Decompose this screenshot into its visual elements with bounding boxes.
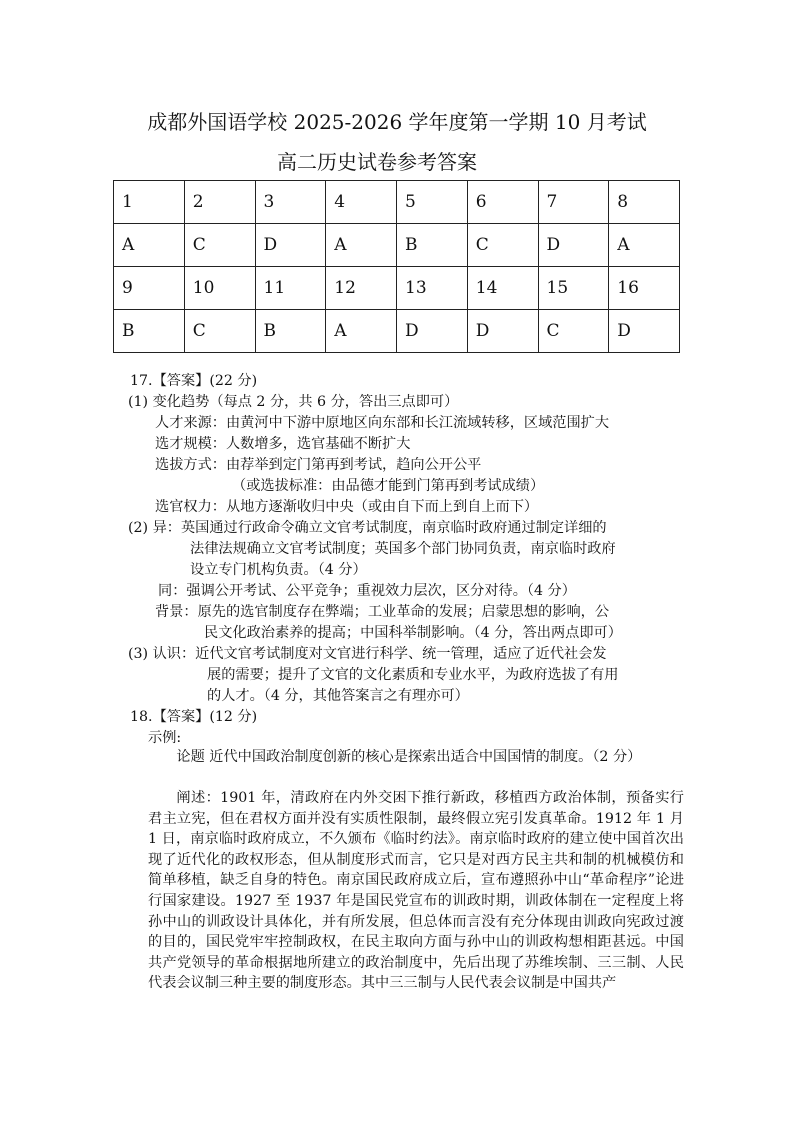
q17-part2-background-1: 背景：原先的选官制度存在弊端；工业革命的发展；启蒙思想的影响，公 <box>155 604 610 620</box>
answer-cell: B <box>255 310 326 353</box>
page-title: 成都外国语学校 2025-2026 学年度第一学期 10 月考试 <box>147 110 647 134</box>
answer-cell: D <box>538 224 609 267</box>
answer-cell: A <box>609 224 680 267</box>
q17-part2-diff-3: 设立专门机构负责。（4 分） <box>190 562 367 578</box>
answer-cell: B <box>397 224 468 267</box>
answer-cell: 11 <box>255 267 326 310</box>
answer-row <box>114 181 680 224</box>
answer-cell: D <box>609 310 680 353</box>
answer-cell: C <box>184 224 255 267</box>
q17-part2-background-2: 民文化政治素养的提高；中国科举制影响。（4 分，答出两点即可） <box>204 625 622 641</box>
answer-row <box>114 224 680 267</box>
answer-cell: 8 <box>609 181 680 224</box>
q18-example-label: 示例: <box>148 730 182 746</box>
q17-part1-title: (1) 变化趋势（每点 2 分，共 6 分，答出三点即可） <box>128 394 459 410</box>
q17-part1-source: 人才来源：由黄河中下游中原地区向东部和长江流域转移，区域范围扩大 <box>155 415 610 431</box>
answer-cell: 4 <box>326 181 397 224</box>
answer-cell: 12 <box>326 267 397 310</box>
q17-part1-method: 选拔方式：由荐举到定门第再到考试，趋向公开公平 <box>155 457 482 473</box>
answer-table <box>113 180 680 353</box>
q17-part3-3: 的人才。（4 分，其他答案言之有理亦可） <box>207 688 469 704</box>
answer-cell: 2 <box>184 181 255 224</box>
page-subtitle: 高二历史试卷参考答案 <box>277 150 477 174</box>
answer-cell: 6 <box>467 181 538 224</box>
answer-cell: 15 <box>538 267 609 310</box>
answer-cell: 5 <box>397 181 468 224</box>
q18-thesis: 论题 近代中国政治制度创新的核心是探索出适合中国国情的制度。（2 分） <box>176 749 642 765</box>
answer-cell: C <box>538 310 609 353</box>
answer-cell: A <box>114 224 185 267</box>
q17-part2-diff-1: (2) 异：英国通过行政命令确立文官考试制度，南京临时政府通过制定详细的 <box>128 520 607 536</box>
q17-part1-scale: 选才规模：人数增多，选官基础不断扩大 <box>155 436 411 452</box>
q17-part2-same: 同：强调公开考试、公平竞争；重视效力层次，区分对待。（4 分） <box>158 583 576 599</box>
q18-heading: 18.【答案】(12 分) <box>130 709 258 725</box>
q17-part2-diff-2: 法律法规确立文官考试制度；英国多个部门协同负责，南京临时政府 <box>190 541 616 557</box>
q17-heading: 17.【答案】(22 分) <box>130 373 258 389</box>
answer-cell: 14 <box>467 267 538 310</box>
answer-cell: C <box>184 310 255 353</box>
answer-cell: 3 <box>255 181 326 224</box>
q18-body: 阐述：1901 年，清政府在内外交困下推行新政，移植西方政治体制，预备实行君主立宪，但在君权方面并没有实质性限制，最终假立宪引发真革命。1912 年 1 月 1 日，南京临时政府成立，不久颁布《临时约法》。南京临时政府的建立使中国首次出现了近代化的政权形态，但从制度形式而言，它只是对西方民主共和制的机械模仿和简单移植，缺乏自身的特色。南京国民政府成立后，宣布遵照孙中山“革命程序”论进行国家建设。1927 至 1937 年是国民党宣布的训政时期，训政体制在一定程度上将孙中山的训政设计具体化，并有所发展，但总体而言没有充分体现由训政向宪政过渡的目的，国民党牢牢控制政权，在民主取向方面与孙中山的训政构想相距甚远。中国共产党领导的革命根据地所建立的政治制度中，先后出现了苏维埃制、三三制、人民代表会议制三种主要的制度形态。其中三三制与人民代表会议制是中国共产 <box>148 790 684 992</box>
answer-cell: 9 <box>114 267 185 310</box>
answer-cell: D <box>467 310 538 353</box>
answer-cell: 1 <box>114 181 185 224</box>
answer-cell: B <box>114 310 185 353</box>
answer-cell: D <box>397 310 468 353</box>
answer-cell: 7 <box>538 181 609 224</box>
answer-cell: D <box>255 224 326 267</box>
answer-cell: 10 <box>184 267 255 310</box>
q17-part1-power: 选官权力：从地方逐渐收归中央（或由自下而上到自上而下） <box>155 499 539 515</box>
q17-part3-1: (3) 认识：近代文官考试制度对文官进行科学、统一管理，适应了近代社会发 <box>128 646 607 662</box>
q17-part1-method-alt: （或选拔标准：由品德才能到门第再到考试成绩） <box>232 478 545 494</box>
answer-cell: 13 <box>397 267 468 310</box>
answer-cell: 16 <box>609 267 680 310</box>
answer-row <box>114 310 680 353</box>
answer-cell: A <box>326 310 397 353</box>
answer-row <box>114 267 680 310</box>
answer-cell: A <box>326 224 397 267</box>
answer-cell: C <box>467 224 538 267</box>
q17-part3-2: 展的需要；提升了文官的文化素质和专业水平，为政府选拔了有用 <box>207 667 619 683</box>
